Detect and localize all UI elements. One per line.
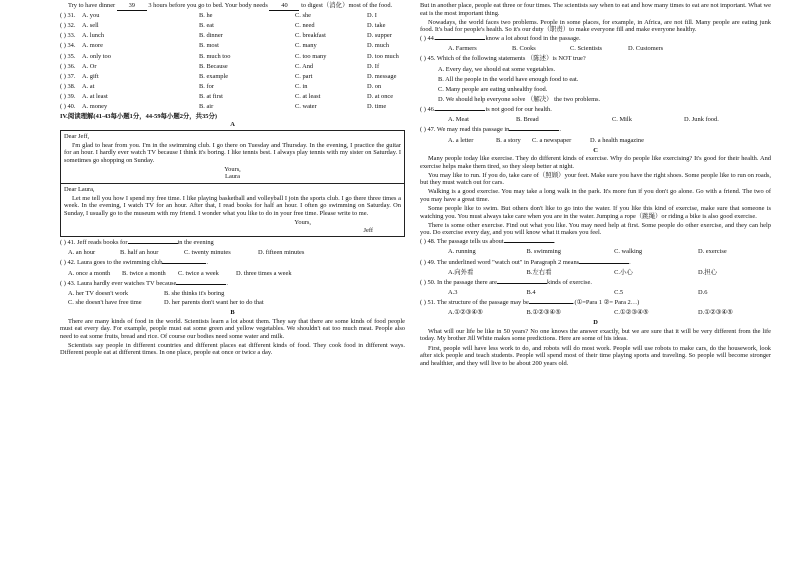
cloze-row-36[interactable]	[60, 63, 405, 71]
option-a[interactable]: A. gift	[82, 72, 99, 80]
option-d[interactable]: D. message	[367, 72, 397, 80]
q45-option-c[interactable]: C. Many people are eating unhealthy food.	[438, 85, 548, 93]
q48-stem: ( ) 48. The passage tells us about	[420, 238, 504, 246]
option-c[interactable]: C. in	[295, 83, 308, 91]
option-d[interactable]: D. on	[367, 83, 382, 91]
q-num: ( ) 39.	[60, 93, 76, 101]
q44-option-a[interactable]: A. Farmers	[448, 45, 477, 53]
q42-option-d[interactable]: D. three times a week	[236, 269, 292, 277]
q50-option-a[interactable]: A.3	[448, 288, 458, 296]
option-a[interactable]: A. Or	[82, 62, 97, 70]
question-45	[420, 55, 771, 103]
q50-stem-end: kinds of exercise.	[547, 278, 592, 286]
q-num: ( ) 34.	[60, 42, 76, 50]
q43-stem-end: .	[226, 279, 228, 287]
q42-stem-end: .	[206, 259, 209, 267]
q-num: ( ) 38.	[60, 83, 76, 91]
q49-option-b[interactable]: B.左右看	[526, 268, 552, 276]
cloze-row-39[interactable]	[60, 93, 405, 101]
cloze-row-32[interactable]	[60, 22, 405, 30]
q51-option-d[interactable]: D.①②③④⑤	[698, 309, 733, 317]
q43-option-b[interactable]: B. she thinks it's boring	[164, 289, 225, 297]
letter-divider	[61, 183, 404, 184]
q44-option-d[interactable]: D. Customers	[628, 45, 664, 53]
option-b[interactable]: B. most	[199, 42, 219, 50]
q50-option-b[interactable]: B.4	[526, 288, 536, 296]
passage-c-paragraph-5: There is some other exercise. Find out what you like. You may need help at first. Some people do other exercise, and they can help you. Do exercise every day, and you will know what it makes you feel.	[420, 221, 771, 237]
q41-stem: ( ) 41. Jeff reads books for	[60, 239, 128, 247]
letter1-name: Laura	[225, 173, 240, 181]
letter2-closing: Yours,	[294, 219, 311, 227]
option-d[interactable]: D. take	[367, 22, 386, 30]
passage-c-paragraph-2: You may like to run. If you do, take care of（照顾）your feet. Make sure you have the right shoes. Some people like to run on roads, but they must watch out for cars.	[420, 171, 771, 187]
letter1-greeting: Dear Jeff,	[64, 132, 90, 140]
passage-label-a: A	[230, 121, 235, 128]
q41-option-b[interactable]: B. half an hour	[120, 249, 159, 257]
q41-option-c[interactable]: C. twenty minutes	[184, 249, 231, 257]
q-num: ( ) 40.	[60, 103, 76, 111]
q42-stem: ( ) 42. Laura goes to the swimming club	[60, 259, 163, 267]
q-num: ( ) 32.	[60, 22, 76, 30]
option-a[interactable]: A. at	[82, 83, 95, 91]
option-c[interactable]: C. And	[295, 62, 314, 70]
q45-stem: ( ) 45. Which of the following statements （陈述）is NOT true?	[420, 55, 586, 63]
option-b[interactable]: B. eat	[199, 22, 214, 30]
letter-box	[60, 130, 405, 238]
option-a[interactable]: A. more	[82, 42, 103, 50]
option-c[interactable]: C. water	[295, 103, 317, 111]
option-a[interactable]: A. money	[82, 103, 108, 111]
q44-stem: ( ) 44.	[420, 35, 436, 43]
intro-paragraph	[60, 2, 405, 11]
option-d[interactable]: D. time	[367, 103, 387, 111]
passage-b-paragraph-3: But in another place, people eat three or four times. The scientists say when to eat and how many times to eat are not important. What we eat is the most important thing.	[420, 2, 771, 17]
passage-c-paragraph-3: Walking is a good exercise. You may take a long walk in the park. It's more fun if you don't go alone. Go with a friend. The two of you may have a great time.	[420, 188, 771, 204]
cloze-row-31[interactable]	[60, 12, 405, 20]
option-a[interactable]: A. only too	[82, 52, 111, 60]
option-b[interactable]: B. at first	[199, 93, 223, 101]
cloze-row-34[interactable]	[60, 42, 405, 50]
q49-option-c[interactable]: C.小心	[614, 268, 633, 276]
option-c[interactable]: C. many	[295, 42, 317, 50]
q50-stem: ( ) 50. In the passage there are	[420, 278, 498, 286]
option-b[interactable]: B. for	[199, 83, 214, 91]
q47-option-b[interactable]: B. a story	[496, 136, 521, 144]
option-d[interactable]: D. much	[367, 42, 390, 50]
question-50	[420, 279, 771, 297]
q51-option-a[interactable]: A.①②③④⑤	[448, 309, 483, 317]
q47-blank[interactable]	[509, 130, 559, 131]
q42-option-b[interactable]: B. twice a month	[122, 269, 166, 277]
option-c[interactable]: C. breakfast	[295, 32, 326, 40]
q43-blank[interactable]	[176, 284, 226, 285]
q44-stem-end: know a lot about food in the passage.	[485, 35, 581, 43]
q43-option-d[interactable]: D. her parents don't want her to do that	[164, 298, 264, 306]
option-b[interactable]: B. much too	[199, 52, 231, 60]
q50-option-d[interactable]: D.6	[698, 288, 708, 296]
cloze-row-37[interactable]	[60, 73, 405, 81]
q48-option-c[interactable]: C. walking	[614, 248, 643, 256]
passage-c-paragraph-4: Some people like to swim. But others don't like to go into the water. If you like this kind of exercise, make sure that someone is watching you. You must always take care when you are in the water. Jumping a rope（跳绳）or riding a bike is also good exercise.	[420, 205, 771, 220]
section-title-reading: IV.阅读理解(41-43每小题1分，44-59每小题2分，共35分)	[60, 113, 217, 121]
q49-option-d[interactable]: D.担心	[698, 268, 717, 276]
q46-option-a[interactable]: A. Meat	[448, 116, 469, 124]
q46-blank[interactable]	[435, 110, 485, 111]
q41-option-a[interactable]: A. an hour	[68, 249, 96, 257]
question-51	[420, 299, 771, 317]
cloze-options	[60, 12, 405, 111]
passage-b-paragraph-1: There are many kinds of food in the world. Scientists learn a lot about them. They say that there are some kinds of food people must eat every day. For example, people must eat some green and yellow vegetables. We shouldn't eat too much meat. People also need to eat some fruits, bread and rice. Of course our bodies need some water and milk.	[60, 317, 405, 340]
q44-option-c[interactable]: C. Scientists	[570, 45, 602, 53]
passage-label-b: B	[230, 309, 235, 316]
letter2-greeting: Dear Laura,	[64, 185, 95, 193]
cloze-row-40[interactable]	[60, 103, 405, 111]
q44-blank[interactable]	[435, 39, 485, 40]
q48-stem-end: .	[553, 238, 556, 246]
passage-label-d: D	[593, 319, 598, 327]
passage-label-c: C	[593, 146, 598, 154]
q46-option-b[interactable]: B. Bread	[516, 116, 539, 124]
q-num: ( ) 36.	[60, 62, 76, 70]
letter2-name: Jeff	[363, 226, 373, 234]
right-column	[420, 2, 771, 369]
q44-option-b[interactable]: B. Cooks	[512, 45, 536, 53]
left-column	[60, 2, 405, 358]
letter2-body: Let me tell you how I spend my free time. I like playing basketball and volleyball I join the sports club. I go there three times a week. In the evening, I watch TV for an hour. After that, I read books for half an hour. I often go swimming on Saturday. On Sunday, I usually go to the museum with my friend. I wonder what you like to do in your free time. Please write to me.	[64, 194, 401, 217]
question-49	[420, 259, 771, 277]
q46-option-d[interactable]: D. Junk food.	[684, 116, 719, 124]
q41-option-d[interactable]: D. fifteen minutes	[258, 249, 305, 257]
q43-option-c[interactable]: C. she doesn't have free time	[68, 298, 142, 306]
passage-d-paragraph-1: What will our life be like in 50 years? No one knows the answer exactly, but we are sure that it will be very different from the life today. My brother Jill White makes some predictions. Here are some of his ideas.	[420, 327, 771, 343]
q47-option-d[interactable]: D. a health magazine	[590, 136, 644, 144]
q51-blank[interactable]	[529, 303, 573, 304]
letter1-body: I'm glad to hear from you. I'm in the swimming club. I go there on Tuesday and Thursday. In the evening, I practice the guitar for an hour. I hardly ever watch TV because I think it's boring. I like tennis best. I always play tennis with my sister on Saturday. I sometimes go shopping on Sunday.	[64, 141, 401, 164]
q50-option-c[interactable]: C.5	[614, 288, 624, 296]
q42-option-c[interactable]: C. twice a week	[178, 269, 219, 277]
q49-option-a[interactable]: A.向外看	[448, 268, 474, 276]
q51-stem: ( ) 51. The structure of the passage may be	[420, 299, 529, 307]
passage-c-paragraph-1: Many people today like exercise. They do different kinds of exercise. Why do people like exercising? It's good for their health. And exercise helps make them tired, so they sleep better at night.	[420, 155, 771, 170]
question-41	[60, 239, 405, 257]
q41-stem-end: in the evening	[177, 239, 214, 247]
question-47	[420, 126, 771, 144]
q49-stem: ( ) 49. The underlined word "watch out" in Paragraph 2 means	[420, 258, 580, 266]
q47-option-c[interactable]: C. a newspaper	[532, 136, 572, 144]
cloze-row-33[interactable]	[60, 32, 405, 40]
q42-blank[interactable]	[162, 263, 206, 264]
q45-option-d[interactable]: D. We should help everyone solve （解决） the two problems.	[438, 96, 601, 104]
question-46	[420, 106, 771, 124]
passage-b-paragraph-4: Nowadays, the world faces two problems. People in some places, for example, in Africa, are not fill. Many people are eating junk food. It's bad for people's health. So it's our duty（职责）to make everyone fill and make everyone healthy.	[420, 18, 771, 34]
option-b[interactable]: B. he	[199, 12, 213, 20]
q47-stem-end: .	[559, 126, 561, 134]
q49-blank[interactable]	[579, 263, 629, 264]
option-d[interactable]: D. supper	[367, 32, 392, 40]
q51-option-b[interactable]: B.①②③④⑤	[526, 309, 561, 317]
option-c[interactable]: C. too many	[295, 52, 327, 60]
question-48	[420, 238, 771, 256]
option-b[interactable]: B. example	[199, 72, 229, 80]
q51-option-c[interactable]: C.①②③④⑤	[614, 309, 649, 317]
option-a[interactable]: A. you	[82, 12, 100, 20]
q48-option-a[interactable]: A. running	[448, 248, 476, 256]
q47-option-a[interactable]: A. a letter	[448, 136, 474, 144]
passage-d-paragraph-2: First, people will have less work to do, and robots will do most work. People will use robots to make cars, do the housework, look after sick people and teach students. People will spend most of their time playing sports and traveling. So people will become stronger and healthier, and they will live to be about 200 years old.	[420, 344, 771, 367]
q46-option-c[interactable]: C. Milk	[612, 116, 632, 124]
q43-option-a[interactable]: A. her TV doesn't work	[68, 289, 129, 297]
q41-blank[interactable]	[128, 243, 178, 244]
option-b[interactable]: B. Because	[199, 62, 228, 70]
q48-option-d[interactable]: D. exercise	[698, 248, 727, 256]
option-c[interactable]: C. part	[295, 72, 313, 80]
q48-option-b[interactable]: B. swimming	[526, 248, 561, 256]
blank-40[interactable]: 40	[269, 2, 299, 11]
q46-stem: ( ) 46.	[420, 106, 436, 114]
question-44	[420, 35, 771, 53]
q42-option-a[interactable]: A. once a month	[68, 269, 111, 277]
option-a[interactable]: A. sell	[82, 22, 99, 30]
q50-blank[interactable]	[497, 283, 547, 284]
question-43	[60, 280, 405, 307]
blank-39[interactable]: 39	[117, 2, 147, 11]
q49-stem-end: .	[629, 258, 631, 266]
option-d[interactable]: D. If	[367, 62, 380, 70]
q51-stem-end: .(①=Para 1 ②= Para 2…)	[572, 299, 640, 307]
option-d[interactable]: D. too much	[367, 52, 399, 60]
question-42	[60, 259, 405, 277]
option-c[interactable]: C. at least	[295, 93, 321, 101]
option-b[interactable]: B. dinner	[199, 32, 223, 40]
option-d[interactable]: D. I	[367, 12, 377, 20]
q45-option-b[interactable]: B. All the people in the world have enough food to eat.	[438, 75, 579, 83]
q47-stem: ( ) 47. We may read this passage in	[420, 126, 510, 134]
q45-option-a[interactable]: A. Every day, we should eat some vegetables.	[438, 65, 556, 73]
intro-text-b: 3 hours before you go to bed. Your body needs	[148, 2, 268, 9]
q43-stem: ( ) 43. Laura hardly ever watches TV because	[60, 279, 177, 287]
intro-text-a: Try to have dinner	[68, 2, 116, 9]
q46-stem-end: is not good for our health.	[485, 106, 552, 114]
q-num: ( ) 35.	[60, 52, 76, 60]
letter1-closing: Yours,	[224, 165, 241, 173]
intro-text-c: to digest（消化）most of the food.	[301, 2, 393, 9]
option-c[interactable]: C. she	[295, 12, 311, 20]
passage-b-paragraph-2: Scientists say people in different countries and different places eat different kinds of food. They cook food in different ways. Different people eat at different times. In one place, people eat once or twice a day.	[60, 341, 405, 357]
q48-blank[interactable]	[504, 242, 554, 243]
option-c[interactable]: C. need	[295, 22, 315, 30]
q-num: ( ) 37.	[60, 72, 76, 80]
option-b[interactable]: B. air	[199, 103, 214, 111]
option-a[interactable]: A. at least	[82, 93, 108, 101]
option-a[interactable]: A. lunch	[82, 32, 105, 40]
cloze-row-38[interactable]	[60, 83, 405, 91]
cloze-row-35[interactable]	[60, 53, 405, 61]
q-num: ( ) 33.	[60, 32, 76, 40]
q-num: ( ) 31.	[60, 12, 76, 20]
option-d[interactable]: D. at once	[367, 93, 394, 101]
